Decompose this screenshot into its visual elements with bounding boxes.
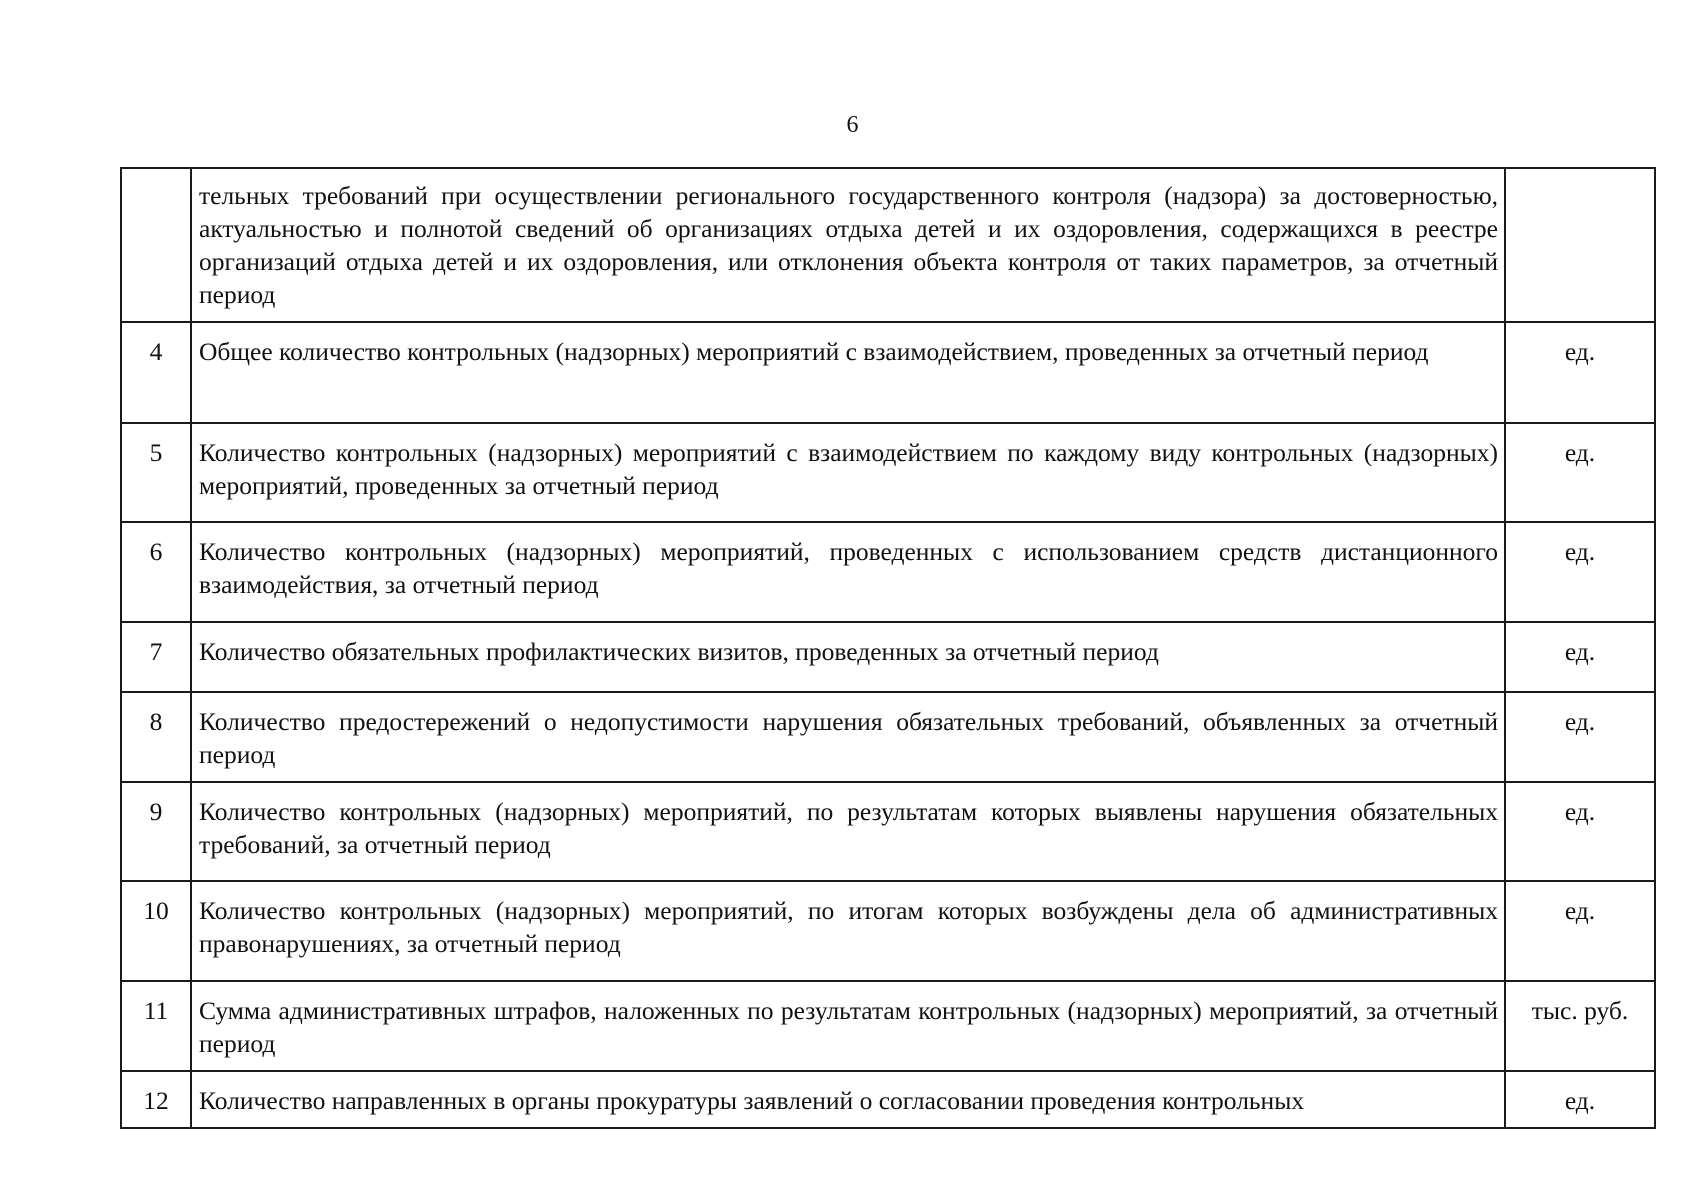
row-text-cell: Количество контрольных (надзорных) мероприятий, по результатам которых выявлены нарушения обязательных требований, за отчетный период [191, 782, 1505, 881]
row-number-cell: 10 [121, 881, 191, 981]
row-text-cell: тельных требований при осуществлении регионального государственного контроля (надзора) за достоверностью, актуальностью и полнотой сведений об организациях отдыха детей и их оздоровления, содержащихся в реестре организаций отдыха детей и их оздоровления, или отклонения объекта контроля от таких параметров, за отчетный период [191, 168, 1505, 322]
row-number-cell [121, 168, 191, 322]
row-unit-cell: ед. [1505, 522, 1655, 622]
table-row [121, 622, 1655, 692]
row-text-cell: Общее количество контрольных (надзорных) мероприятий с взаимодействием, проведенных за отчетный период [191, 322, 1505, 423]
row-text-cell: Количество предостережений о недопустимости нарушения обязательных требований, объявленных за отчетный период [191, 692, 1505, 782]
table-row [121, 692, 1655, 782]
row-text-cell: Количество контрольных (надзорных) мероприятий, проведенных с использованием средств дистанционного взаимодействия, за отчетный период [191, 522, 1505, 622]
row-text-cell: Количество направленных в органы прокуратуры заявлений о согласовании проведения контрольных [191, 1071, 1505, 1128]
indicators-table [120, 167, 1656, 1129]
table-row [121, 423, 1655, 522]
table-row [121, 322, 1655, 423]
row-unit-cell: ед. [1505, 322, 1655, 423]
row-unit-cell [1505, 168, 1655, 322]
row-text-cell: Количество контрольных (надзорных) мероприятий, по итогам которых возбуждены дела об административных правонарушениях, за отчетный период [191, 881, 1505, 981]
row-text-cell: Сумма административных штрафов, наложенных по результатам контрольных (надзорных) мероприятий, за отчетный период [191, 981, 1505, 1071]
row-number-cell: 4 [121, 322, 191, 423]
row-text-cell: Количество контрольных (надзорных) мероприятий с взаимодействием по каждому виду контрольных (надзорных) мероприятий, проведенных за отчетный период [191, 423, 1505, 522]
row-unit-cell: ед. [1505, 423, 1655, 522]
row-unit-cell: ед. [1505, 881, 1655, 981]
row-text-cell: Количество обязательных профилактических визитов, проведенных за отчетный период [191, 622, 1505, 692]
row-unit-cell: ед. [1505, 1071, 1655, 1128]
page-number: 6 [846, 112, 859, 138]
row-unit-cell: тыс. руб. [1505, 981, 1655, 1071]
row-unit-cell: ед. [1505, 622, 1655, 692]
table-row [121, 881, 1655, 981]
row-unit-cell: ед. [1505, 692, 1655, 782]
row-number-cell: 9 [121, 782, 191, 881]
row-number-cell: 11 [121, 981, 191, 1071]
row-unit-cell: ед. [1505, 782, 1655, 881]
table-row-continuation [121, 168, 1655, 322]
row-number-cell: 12 [121, 1071, 191, 1128]
row-number-cell: 8 [121, 692, 191, 782]
row-number-cell: 5 [121, 423, 191, 522]
table-row [121, 782, 1655, 881]
row-number-cell: 6 [121, 522, 191, 622]
table-row [121, 1071, 1655, 1128]
table-row [121, 522, 1655, 622]
row-number-cell: 7 [121, 622, 191, 692]
table-row [121, 981, 1655, 1071]
